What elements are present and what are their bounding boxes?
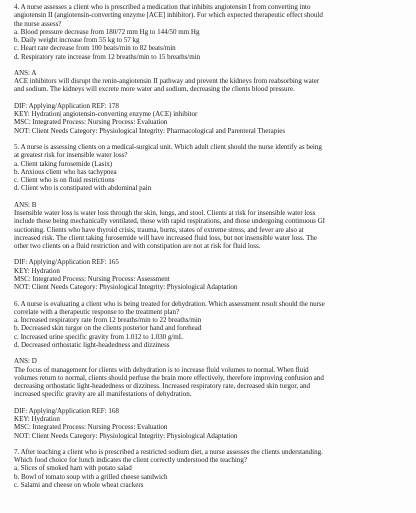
- spacer: [14, 61, 408, 69]
- question-7-option-b: b. Bowl of tomato soup with a grilled cheese sandwich: [14, 472, 168, 481]
- question-5-option-c: c. Client who is on fluid restrictions: [14, 176, 115, 185]
- question-4-answer: ANS: A: [14, 68, 37, 77]
- question-7-stem: 7. After teaching a client who is prescribed a restricted sodium diet, a nurse assesses the clients understanding. Which food choice for lunch indicates the client correctly understood the teaching?: [14, 447, 323, 465]
- question-6-option-a: a. Increased respiratory rate from 12 breaths/min to 22 breaths/min: [14, 316, 202, 325]
- question-4-rationale: ACE inhibitors will disrupt the renin-angiotensin II pathway and prevent the kidneys from reabsorbing water and sodium. The kidneys will excrete more water and sodium, decreasing the clients blood pressure.: [14, 77, 320, 94]
- spacer: [14, 94, 408, 102]
- question-6-not: NOT: Client Needs Category: Physiological Integrity: Physiological Adaptation: [14, 431, 238, 440]
- question-7-option-a: a. Slices of smoked ham with potato salad: [14, 464, 132, 473]
- question-4-dif: DIF: Applying/Application REF: 178: [14, 101, 119, 110]
- spacer: [14, 193, 408, 201]
- question-4-option-a: a. Blood pressure decrease from 180/72 mm Hg to 144/50 mm Hg: [14, 27, 200, 36]
- question-5-msc: MSC: Integrated Process: Nursing Process: Assessment: [14, 274, 170, 283]
- question-5-answer: ANS: B: [14, 200, 37, 209]
- question-4-option-d: d. Respiratory rate increase from 12 breaths/min to 15 breaths/min: [14, 52, 201, 61]
- question-4-option-c: c. Heart rate decrease from 100 beats/min to 82 beats/min: [14, 44, 176, 53]
- question-6-stem: 6. A nurse is evaluating a client who is being treated for dehydration. Which assessment result should the nurse correlate with a therapeutic response to the treatment plan?: [14, 299, 325, 316]
- spacer: [14, 291, 408, 299]
- question-5-rationale: Insensible water loss is water loss through the skin, lungs, and stool. Clients at risk for insensible water loss include those being mechanically ventilated, those with rapid respirations, and those undergoing continuous GI suctioning. Clients who have thyroid crisis, trauma, burns, states of extreme stress, and fever are also at increased risk. The client taking furosemide will have increased fluid loss, but not insensible water loss. The other two clients on a fluid restriction and with constipation are not at risk for fluid loss.: [14, 209, 325, 250]
- spacer: [14, 250, 408, 258]
- question-4-msc: MSC: Integrated Process: Nursing Process: Evaluation: [14, 118, 168, 127]
- spacer: [14, 349, 408, 357]
- question-7-option-c: c. Salami and cheese on whole wheat crackers: [14, 480, 144, 489]
- question-6-dif: DIF: Applying/Application REF: 168: [14, 406, 119, 415]
- question-5-option-b: b. Anxious client who has tachypnea: [14, 167, 117, 176]
- question-6-answer: ANS: D: [14, 357, 37, 366]
- question-5-option-d: d. Client who is constipated with abdominal pain: [14, 184, 152, 193]
- question-4-option-b: b. Daily weight increase from 55 kg to 57 kg: [14, 36, 140, 44]
- question-4-key: KEY: Hydration| angiotensin-converting enzyme (ACE) inhibitor: [14, 110, 198, 119]
- question-5-stem: 5. A nurse is assessing clients on a medical-surgical unit. Which adult client should the nurse identify as being at greatest risk for insensible water loss?: [14, 143, 322, 160]
- question-6-option-b: b. Decreased skin turgor on the clients posterior hand and forehead: [14, 324, 202, 333]
- question-6-msc: MSC: Integrated Process: Nursing Process: Evaluation: [14, 423, 168, 432]
- question-4-stem: 4. A nurse assesses a client who is prescribed a medication that inhibits angiotensin I from converting into angiotensin II (angiotensin-converting enzyme [ACE] inhibitor). For which expected therapeutic effect should the nurse assess?: [14, 3, 323, 28]
- question-5-not: NOT: Client Needs Category: Physiological Integrity: Physiological Adaptation: [14, 283, 238, 292]
- question-6-option-d: d. Decreased orthostatic light-headedness and dizziness: [14, 340, 170, 349]
- question-6-rationale: The focus of management for clients with dehydration is to increase fluid volumes to normal. When fluid volumes return to normal, clients should perfuse the brain more effectively, therefore improving confusion and decreasing orthostatic light-headedness or dizziness. Increased respiratory rate, decreased skin turgor, and increased specific gravity are all manifestations of dehydration.: [14, 365, 324, 399]
- question-5-dif: DIF: Applying/Application REF: 165: [14, 258, 119, 267]
- question-4-not: NOT: Client Needs Category: Physiological Integrity: Pharmacological and Parenteral Therapies: [14, 126, 286, 135]
- question-5-key: KEY: Hydration: [14, 266, 60, 275]
- question-5-option-a: a. Client taking furosemide (Lasix): [14, 159, 113, 168]
- spacer: [14, 135, 408, 143]
- spacer: [14, 399, 408, 407]
- question-6-option-c: c. Increased urine specific gravity from 1.012 to 1.030 g/mL: [14, 332, 184, 341]
- question-6-key: KEY: Hydration: [14, 415, 60, 423]
- spacer: [14, 440, 408, 448]
